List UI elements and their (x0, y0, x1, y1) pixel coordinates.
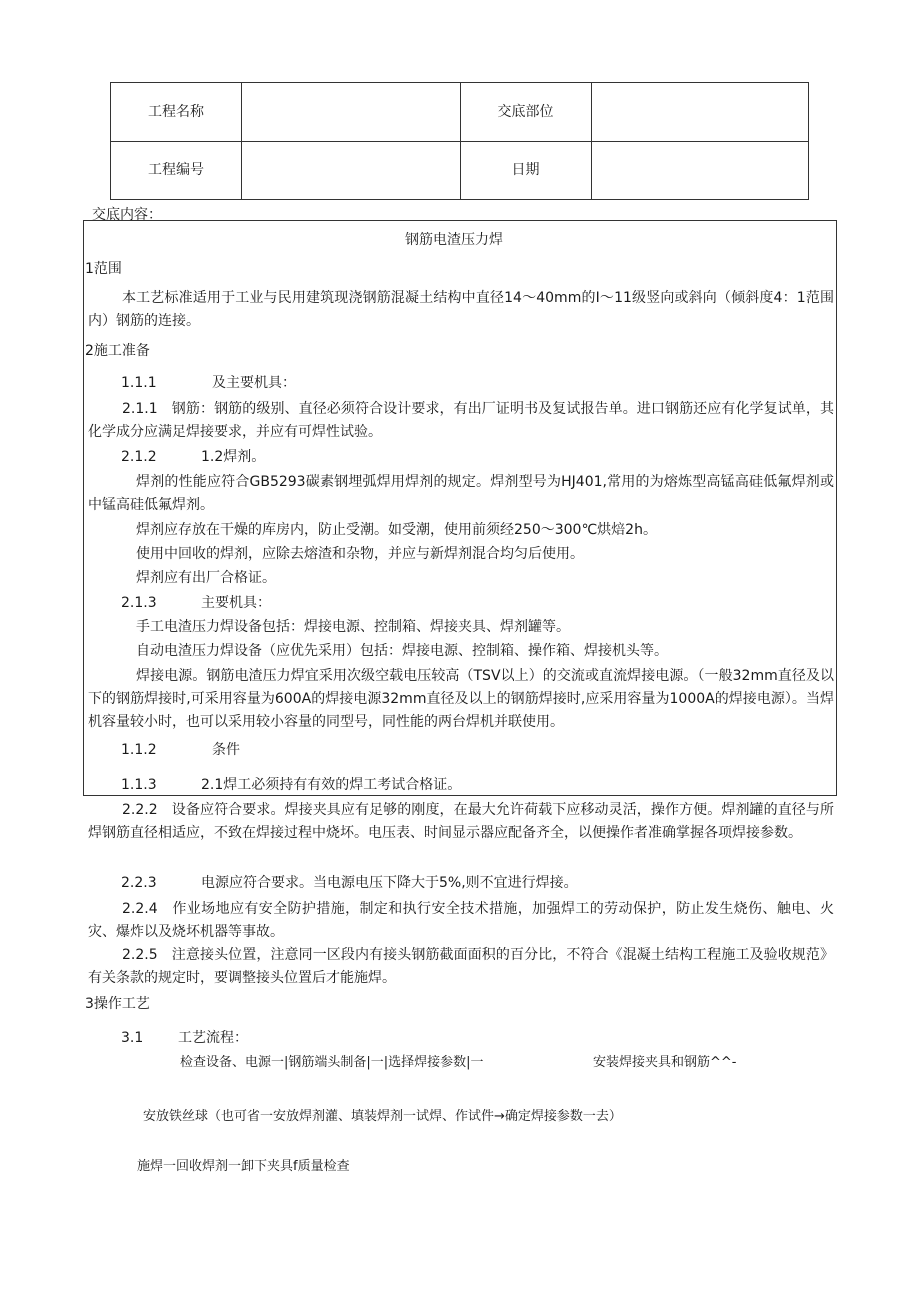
project-no-label: 工程编号 (148, 162, 204, 178)
equipment-requirement-paragraph: 2.2.2 设备应符合要求。焊接夹具应有足够的刚度，在最大允许荷载下应移动灵活，操作方便。焊剂罐的直径与所焊钢筋直径相适应，不致在焊接过程中烧坏。电压表、时间显示器应配备齐全，以便操作者准确掌握各项焊接参数。 (88, 802, 834, 841)
item-number: 1.1.1 (121, 375, 157, 391)
section-1-paragraph: 本工艺标准适用于工业与民用建筑现浇钢筋混凝土结构中直径14～40mm的I～11级竖向或斜向（倾斜度4：1范围内）钢筋的连接。 (88, 290, 834, 329)
item-number: 1.1.2 (121, 742, 157, 758)
item-text: 工艺流程： (178, 1030, 248, 1046)
section-3-heading: 3操作工艺 (85, 996, 150, 1012)
disclosure-part-label: 交底部位 (497, 104, 554, 120)
item-number: 2.2.3 (121, 875, 157, 891)
flow-chart-line-1a: 检查设备、电源一|钢筋端头制备|一|选择焊接参数|一 (180, 1055, 484, 1070)
flow-chart-line-1b: 安装焊接夹具和钢筋^^- (593, 1055, 737, 1070)
item-number: 1.1.3 (121, 777, 157, 793)
flux-certificate-line: 焊剂应有出厂合格证。 (136, 570, 276, 586)
date-value (591, 141, 808, 199)
steel-paragraph: 2.1.1 钢筋：钢筋的级别、直径必须符合设计要求，有出厂证明书及复试报告单。进口钢筋还应有化学复试单，其化学成分应满足焊接要求，并应有可焊性试验。 (88, 401, 834, 440)
safety-paragraph: 2.2.4 作业场地应有安全防护措施，制定和执行安全技术措施，加强焊工的劳动保护，防止发生烧伤、触电、火灾、爆炸以及烧坏机器等事故。 (88, 901, 834, 940)
item-number: 3.1 (121, 1030, 144, 1046)
manual-equipment-line: 手工电渣压力焊设备包括：焊接电源、控制箱、焊接夹具、焊剂罐等。 (136, 619, 570, 635)
joint-position-paragraph: 2.2.5 注意接头位置，注意同一区段内有接头钢筋截面面积的百分比，不符合《混凝土结构工程施工及验收规范》有关条款的规定时，要调整接头位置后才能施焊。 (88, 947, 834, 986)
disclosure-part-value (591, 83, 808, 141)
section-1-heading: 1范围 (85, 261, 122, 277)
doc-title: 钢筋电渣压力焊 (405, 232, 503, 248)
power-source-paragraph: 焊接电源。钢筋电渣压力焊宜采用次级空载电压较高（TSV以上）的交流或直流焊接电源。（一般32mm直径及以下的钢筋焊接时,可采用容量为600A的焊接电源32mm直径及以上的钢筋焊接时,应采用容量为1000A的焊接电源）。当焊机容量较小时，也可以采用较小容量的同型号，同性能的两台焊机并联使用。 (88, 668, 834, 730)
item-text: 及主要机具： (212, 375, 296, 391)
date-label: 日期 (511, 162, 540, 178)
auto-equipment-line: 自动电渣压力焊设备（应优先采用）包括：焊接电源、控制箱、操作箱、焊接机头等。 (136, 643, 668, 659)
flux-recycle-line: 使用中回收的焊剂，应除去熔渣和杂物，并应与新焊剂混合均匀后使用。 (136, 546, 584, 562)
project-name-label: 工程名称 (148, 104, 204, 120)
intro-label: 交底内容： (92, 207, 162, 223)
item-text: 主要机具： (201, 595, 271, 611)
item-text: 1.2焊剂。 (201, 449, 266, 465)
section-2-heading: 2施工准备 (85, 343, 150, 359)
item-text: 电源应符合要求。当电源电压下降大于5%,则不宜进行焊接。 (201, 875, 578, 891)
flow-chart-line-2: 安放铁丝球（也可省一安放焊剂灌、填装焊剂一试焊、作试件→确定焊接参数一去） (143, 1109, 622, 1124)
project-no-value (241, 141, 460, 199)
item-text: 条件 (212, 742, 240, 758)
item-number: 2.1.3 (121, 595, 157, 611)
flux-storage-line: 焊剂应存放在干燥的库房内，防止受潮。如受潮，使用前须经250～300℃烘焙2h。 (136, 522, 657, 538)
flow-chart-line-3: 施焊一回收焊剂一卸下夹具f质量检查 (137, 1159, 350, 1174)
flux-paragraph: 焊剂的性能应符合GB5293碳素钢埋弧焊用焊剂的规定。焊剂型号为HJ401,常用的为熔炼型高锰高硅低氟焊剂或中锰高硅低氟焊剂。 (88, 474, 834, 513)
item-number: 2.1.2 (121, 449, 157, 465)
item-text: 2.1焊工必须持有有效的焊工考试合格证。 (201, 777, 462, 793)
header-table (110, 82, 809, 200)
project-name-value (241, 83, 460, 141)
